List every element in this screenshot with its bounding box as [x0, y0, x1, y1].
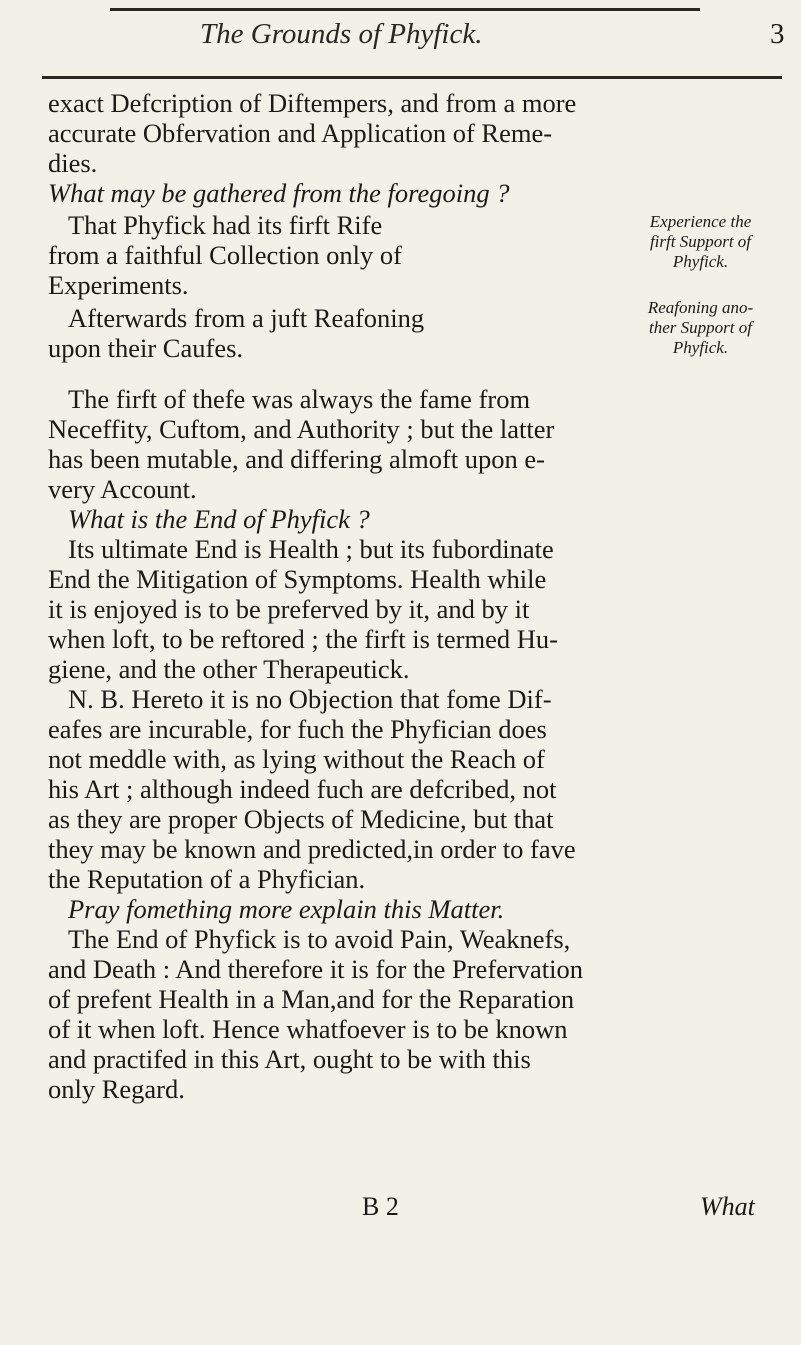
question-heading: What may be gathered from the foregoing ?	[48, 178, 510, 208]
text-line: Afterwards from a juft Reafoning	[68, 303, 425, 333]
text-line: not meddle with, as lying without the Reach of	[48, 744, 545, 774]
margin-note-line: Phyfick.	[672, 338, 729, 357]
question-heading: Pray fomething more explain this Matter.	[68, 894, 505, 924]
text-line: the Reputation of a Phyfician.	[48, 864, 366, 894]
text-line: Neceffity, Cuftom, and Authority ; but the latter	[48, 414, 555, 444]
text-line: and practifed in this Art, ought to be with this	[48, 1044, 531, 1074]
text-line: as they are proper Objects of Medicine, but that	[48, 804, 554, 834]
text-line: That Phyfick had its firft Rife	[68, 210, 383, 240]
text-line: has been mutable, and differing almoft upon e-	[48, 444, 545, 474]
text-line: only Regard.	[48, 1074, 185, 1104]
signature-mark: B 2	[362, 1192, 399, 1221]
text-line: N. B. Hereto it is no Objection that fome Dif-	[68, 684, 552, 714]
top-rule	[110, 8, 700, 11]
margin-note-experience	[618, 212, 783, 272]
text-line: eafes are incurable, for fuch the Phyfician does	[48, 714, 547, 744]
text-line: exact Defcription of Diftempers, and from a more	[48, 88, 577, 118]
catchword: What	[700, 1192, 755, 1221]
margin-note-line: Experience the	[649, 212, 752, 231]
page-number: 3	[770, 18, 785, 50]
margin-note-line: firft Support of	[649, 232, 752, 251]
text-line: of it when loft. Hence whatfoever is to be known	[48, 1014, 568, 1044]
text-line: accurate Obfervation and Application of Reme-	[48, 118, 553, 148]
text-line: End the Mitigation of Symptoms. Health while	[48, 564, 547, 594]
text-line: of prefent Health in a Man,and for the Reparation	[48, 984, 575, 1014]
text-line: when loft, to be reftored ; the firft is termed Hu-	[48, 624, 558, 654]
margin-note-line: Reafoning ano-	[647, 298, 754, 317]
text-line: it is enjoyed is to be preferved by it, and by it	[48, 594, 530, 624]
text-line: Its ultimate End is Health ; but its fubordinate	[68, 534, 554, 564]
text-line: very Account.	[48, 474, 197, 504]
question-heading: What is the End of Phyfick ?	[68, 504, 370, 534]
text-line: upon their Caufes.	[48, 333, 244, 363]
margin-note-reasoning	[618, 298, 783, 358]
text-line: from a faithful Collection only of	[48, 240, 402, 270]
text-line: giene, and the other Therapeutick.	[48, 654, 410, 684]
text-line: dies.	[48, 148, 98, 178]
text-line: they may be known and predicted,in order to fave	[48, 834, 576, 864]
text-line: and Death : And therefore it is for the Prefervation	[48, 954, 583, 984]
text-line: Experiments.	[48, 270, 189, 300]
text-line: his Art ; although indeed fuch are defcribed, not	[48, 774, 557, 804]
text-line: The End of Phyfick is to avoid Pain, Weaknefs,	[68, 924, 571, 954]
margin-note-line: ther Support of	[649, 318, 752, 337]
running-title: The Grounds of Phyfick.	[200, 18, 483, 50]
margin-note-line: Phyfick.	[672, 252, 729, 271]
header-rule	[42, 76, 782, 79]
text-line: The firft of thefe was always the fame from	[68, 384, 531, 414]
